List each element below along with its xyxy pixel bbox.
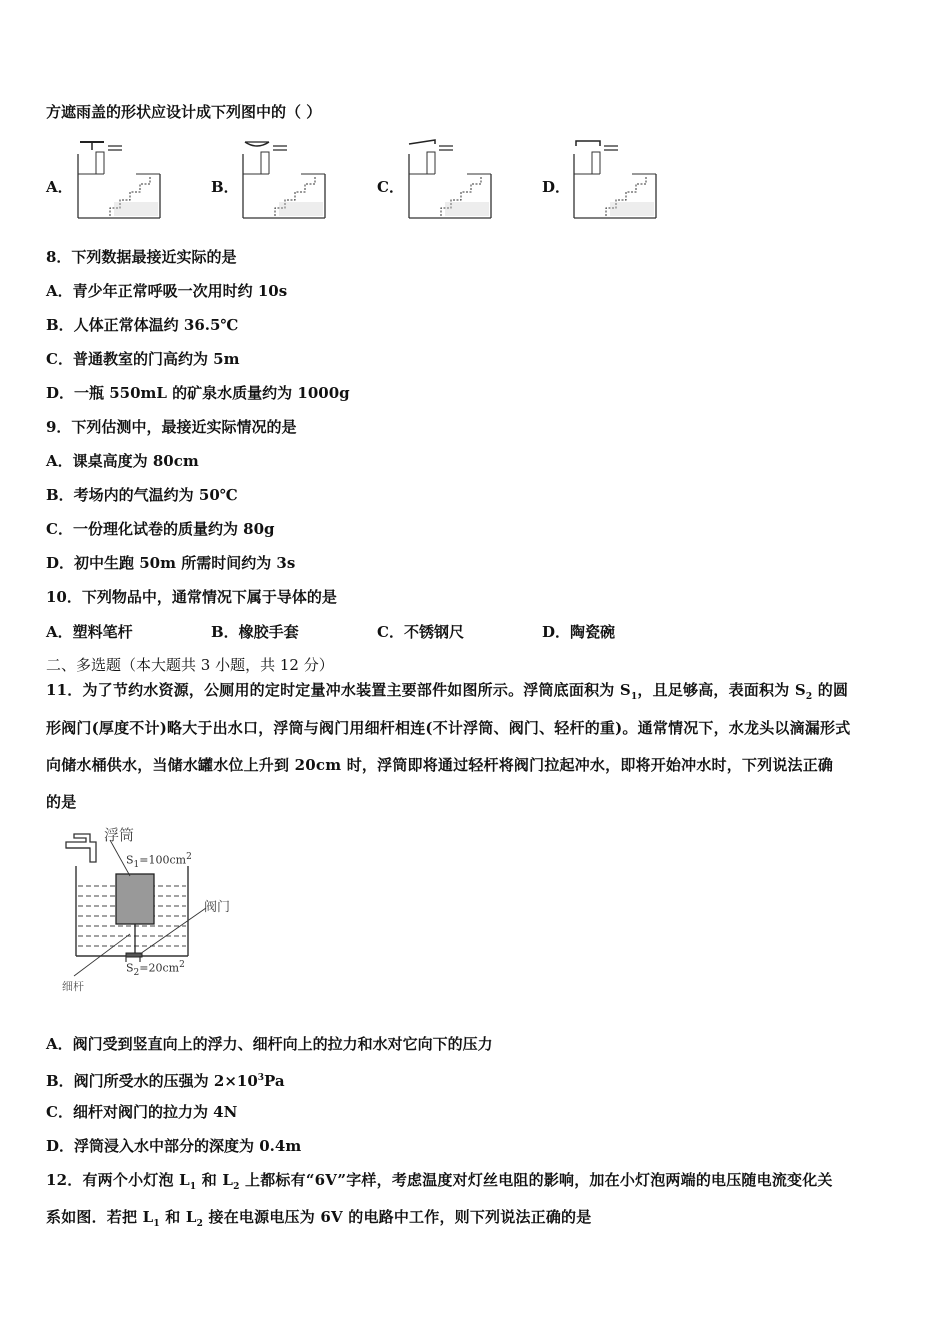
q8-stem: 8．下列数据最接近实际的是: [46, 248, 237, 266]
q12-l1-sub: 1: [189, 1182, 197, 1192]
q7-option-a-figure: [74, 138, 164, 222]
q11-label-valve: 阀门: [204, 900, 231, 915]
q11-option-b-text: B．阀门所受水的压强为 2×10: [46, 1072, 258, 1090]
q7-option-c-figure: [405, 138, 495, 222]
q9-option-d: D．初中生跑 50m 所需时间约为 3s: [46, 554, 296, 572]
q11-label-rod: 细杆: [62, 980, 84, 993]
q11-s2-sub: 2: [133, 967, 140, 978]
q11-option-b-exponent: 3: [257, 1073, 265, 1083]
q11-s1-symbol: S: [126, 853, 134, 867]
q11-s2-symbol: S: [126, 961, 134, 975]
q7-option-c-label: C．: [377, 178, 404, 196]
q12-line1-part: 和 L: [196, 1171, 234, 1189]
q11-line1-part: ，且足够高，表面积为 S: [637, 681, 806, 699]
q9-option-a: A．课桌高度为 80cm: [46, 452, 199, 470]
q12-line1-part: 12．有两个小灯泡 L: [46, 1171, 190, 1189]
q7-option-d-figure: [570, 138, 660, 222]
q9-stem: 9．下列估测中，最接近实际情况的是: [46, 418, 297, 436]
q11-option-d: D．浮筒浸入水中部分的深度为 0.4m: [46, 1137, 302, 1155]
q12-l2-sub: 2: [196, 1219, 204, 1229]
q12-l2-sub: 2: [233, 1182, 240, 1192]
q11-label-float: 浮筒: [104, 826, 135, 844]
q11-option-b: [46, 1068, 285, 1091]
q12-line2-part: 和 L: [159, 1208, 197, 1226]
q7-option-b-figure: [239, 138, 329, 222]
q11-option-c: C．细杆对阀门的拉力为 4N: [46, 1103, 238, 1121]
q12-line2-part: 接在电源电压为 6V 的电路中工作，则下列说法正确的是: [203, 1208, 592, 1226]
q11-s1-subscript: 1: [630, 692, 638, 702]
q11-stem-line-3: 向储水桶供水，当储水罐水位上升到 20cm 时，浮筒即将通过轻杆将阀门拉起冲水，即将开始冲水时，下列说法正确: [46, 756, 834, 774]
q10-option-b: B．橡胶手套: [211, 623, 299, 641]
q7-option-a-label: A．: [46, 178, 73, 196]
q12-l1-sub: 1: [153, 1219, 160, 1229]
q11-s1-value: =100cm: [139, 853, 187, 867]
q11-option-b-unit: Pa: [264, 1072, 285, 1090]
q8-option-b: B．人体正常体温约 36.5℃: [46, 316, 239, 334]
q11-option-a: A．阀门受到竖直向上的浮力、细杆向上的拉力和水对它向下的压力: [46, 1035, 493, 1053]
q9-option-b: B．考场内的气温约为 50℃: [46, 486, 238, 504]
q11-stem-line-2: 形阀门(厚度不计)略大于出水口，浮筒与阀门用细杆相连(不计浮筒、阀门、轻杆的重)。通常情况下，水龙头以滴漏形式: [46, 719, 851, 737]
q7-option-d-label: D．: [542, 178, 571, 196]
q11-stem-line-4: 的是: [46, 793, 77, 811]
q10-stem: 10．下列物品中，通常情况下属于导体的是: [46, 588, 337, 606]
q8-option-d: D．一瓶 550mL 的矿泉水质量约为 1000g: [46, 384, 350, 402]
q11-s2-sup: 2: [179, 960, 185, 970]
q10-option-c: C．不锈钢尺: [377, 623, 464, 641]
q12-stem-line-1: [46, 1170, 833, 1197]
q11-label-s1: [126, 852, 192, 870]
q7-option-b-label: B．: [211, 178, 239, 196]
q11-stem-line-1: [46, 680, 848, 707]
q10-option-d: D．陶瓷碗: [542, 623, 616, 641]
q11-label-s2: [126, 960, 185, 978]
q11-s2-subscript: 2: [805, 692, 813, 702]
q9-option-c: C．一份理化试卷的质量约为 80g: [46, 520, 275, 538]
q10-option-a: A．塑料笔杆: [46, 623, 133, 641]
q11-s1-sup: 2: [186, 852, 192, 862]
q11-s2-value: =20cm: [139, 961, 180, 975]
q11-flush-device-figure: [56, 822, 266, 1002]
q11-s1-sub: 1: [133, 859, 140, 870]
q12-stem-line-2: [46, 1207, 591, 1234]
q7-stem-tail: 方遮雨盖的形状应设计成下列图中的（ ）: [46, 103, 322, 121]
section-2-heading: 二、多选题（本大题共 3 小题，共 12 分）: [46, 656, 334, 674]
q8-option-c: C．普通教室的门高约为 5m: [46, 350, 240, 368]
q12-line1-part: 上都标有“6V”字样，考虑温度对灯丝电阻的影响，加在小灯泡两端的电压随电流变化关: [239, 1171, 833, 1189]
q8-option-a: A．青少年正常呼吸一次用时约 10s: [46, 282, 288, 300]
q12-line2-part: 系如图．若把 L: [46, 1208, 154, 1226]
q11-line1-part: 的圆: [812, 681, 849, 699]
q11-line1-part: 11．为了节约水资源，公厕用的定时定量冲水装置主要部件如图所示。浮筒底面积为 S: [46, 681, 631, 699]
